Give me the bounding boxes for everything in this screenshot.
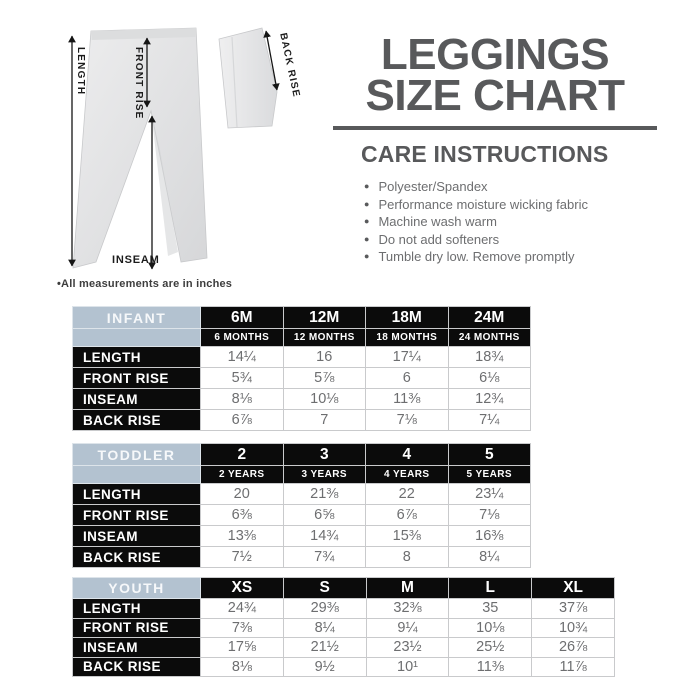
measure-value-cell: 37⅞ [532, 599, 615, 619]
measure-value-cell: 20 [201, 484, 284, 505]
measure-label-cell: BACK RISE [73, 547, 201, 568]
care-item [364, 250, 588, 263]
bullet-icon: ● [364, 233, 370, 244]
measure-value-cell: 6⅞ [366, 505, 449, 526]
measure-value-cell: 7 [283, 410, 366, 431]
measure-value-cell: 11⅜ [449, 657, 532, 677]
measure-value-cell: 8⅛ [201, 657, 284, 677]
measure-value-cell: 22 [366, 484, 449, 505]
measure-value-cell: 17⅝ [201, 638, 284, 658]
measure-value-cell: 32⅜ [366, 599, 449, 619]
measure-value-cell: 7½ [201, 547, 284, 568]
measure-value-cell: 14¾ [283, 526, 366, 547]
measure-value-cell: 13⅜ [201, 526, 284, 547]
measure-value-cell: 8⅛ [201, 389, 284, 410]
measure-value-cell: 9¼ [366, 618, 449, 638]
measure-value-cell: 10⅛ [449, 618, 532, 638]
size-header-cell: 24M [448, 307, 531, 329]
measure-value-cell: 23½ [366, 638, 449, 658]
measure-value-cell: 25½ [449, 638, 532, 658]
measure-value-cell: 16⅜ [448, 526, 531, 547]
measure-value-cell: 5¾ [201, 368, 284, 389]
measure-label-cell: BACK RISE [73, 410, 201, 431]
table-title-cell: YOUTH [73, 578, 201, 599]
measure-value-cell: 21⅜ [283, 484, 366, 505]
measure-value-cell: 8 [366, 547, 449, 568]
care-item [364, 180, 588, 193]
measure-label-cell: LENGTH [73, 484, 201, 505]
size-header-cell: 6M [201, 307, 284, 329]
care-instructions-heading: CARE INSTRUCTIONS [361, 141, 609, 167]
measure-value-cell: 10¾ [532, 618, 615, 638]
size-header-cell: S [283, 578, 366, 599]
size-table-infant [72, 306, 531, 431]
size-subheader-cell: 6 MONTHS [201, 329, 284, 347]
length-label: LENGTH [75, 47, 86, 96]
bullet-icon: ● [364, 198, 370, 209]
size-header-cell: 12M [283, 307, 366, 329]
table-title-cell: INFANT [73, 307, 201, 329]
title-divider [333, 126, 657, 130]
bullet-icon: ● [364, 216, 370, 226]
measurements-footnote: •All measurements are in inches [57, 278, 233, 290]
back-rise-label: BACK RISE [277, 32, 302, 99]
size-header-cell: 5 [448, 444, 531, 466]
measure-value-cell: 5⅞ [283, 368, 366, 389]
measure-value-cell: 7⅜ [201, 618, 284, 638]
size-table-youth [72, 577, 615, 677]
measure-label-cell: LENGTH [73, 599, 201, 619]
measure-label-cell: BACK RISE [73, 657, 201, 677]
measure-value-cell: 35 [449, 599, 532, 619]
page-title-line2: SIZE CHART [365, 71, 625, 120]
measure-value-cell: 21½ [283, 638, 366, 658]
measure-value-cell: 17¼ [366, 347, 449, 368]
measure-value-cell: 14¼ [201, 347, 284, 368]
care-list [364, 180, 588, 268]
measure-value-cell: 6⅞ [201, 410, 284, 431]
size-header-cell: L [449, 578, 532, 599]
size-chart-table [72, 577, 615, 677]
page-title [333, 30, 657, 120]
measure-label-cell: INSEAM [73, 638, 201, 658]
size-subheader-cell: 5 YEARS [448, 466, 531, 484]
size-subheader-cell: 24 MONTHS [448, 329, 531, 347]
size-table-toddler [72, 443, 531, 568]
measure-label-cell: FRONT RISE [73, 368, 201, 389]
size-header-cell: 2 [201, 444, 284, 466]
size-header-cell: 18M [366, 307, 449, 329]
size-subheader-cell: 18 MONTHS [366, 329, 449, 347]
care-item-text: Tumble dry low. Remove promptly [378, 249, 575, 264]
measure-value-cell: 7¾ [283, 547, 366, 568]
care-item-text: Performance moisture wicking fabric [378, 196, 588, 212]
care-item-text: Do not add softeners [378, 231, 500, 247]
measure-label-cell: LENGTH [73, 347, 201, 368]
bullet-icon: ● [364, 251, 370, 261]
size-header-cell: XS [201, 578, 284, 599]
measure-label-cell: FRONT RISE [73, 618, 201, 638]
measure-value-cell: 11⅜ [366, 389, 449, 410]
size-subheader-cell: 3 YEARS [283, 466, 366, 484]
table-title-spacer [73, 466, 201, 484]
measure-value-cell: 6⅛ [448, 368, 531, 389]
measure-value-cell: 10¹ [366, 657, 449, 677]
size-subheader-cell: 12 MONTHS [283, 329, 366, 347]
measure-value-cell: 10⅛ [283, 389, 366, 410]
table-title-cell: TODDLER [73, 444, 201, 466]
inseam-label: INSEAM [112, 254, 160, 266]
measure-value-cell: 6⅜ [201, 505, 284, 526]
care-item [364, 198, 588, 211]
measure-value-cell: 18¾ [448, 347, 531, 368]
measure-value-cell: 6⅝ [283, 505, 366, 526]
measure-value-cell: 6 [366, 368, 449, 389]
size-header-cell: 4 [366, 444, 449, 466]
measure-value-cell: 26⅞ [532, 638, 615, 658]
care-item [364, 233, 588, 246]
measure-label-cell: FRONT RISE [73, 505, 201, 526]
measure-value-cell: 29⅜ [283, 599, 366, 619]
measure-value-cell: 7⅛ [366, 410, 449, 431]
size-header-cell: XL [532, 578, 615, 599]
measure-value-cell: 9½ [283, 657, 366, 677]
measure-value-cell: 24¾ [201, 599, 284, 619]
measure-value-cell: 8¼ [283, 618, 366, 638]
size-subheader-cell: 2 YEARS [201, 466, 284, 484]
table-title-spacer [73, 329, 201, 347]
measure-value-cell: 12¾ [448, 389, 531, 410]
measure-label-cell: INSEAM [73, 389, 201, 410]
page-title-line1: LEGGINGS [380, 30, 610, 79]
measure-value-cell: 11⅞ [532, 657, 615, 677]
care-item-text: Polyester/Spandex [378, 179, 488, 194]
measure-value-cell: 23¼ [448, 484, 531, 505]
measure-value-cell: 15⅜ [366, 526, 449, 547]
measure-value-cell: 7⅛ [448, 505, 531, 526]
bullet-icon: ● [364, 181, 370, 191]
care-item [364, 215, 588, 228]
measure-label-cell: INSEAM [73, 526, 201, 547]
size-subheader-cell: 4 YEARS [366, 466, 449, 484]
size-chart-table [72, 443, 531, 568]
measure-value-cell: 7¼ [448, 410, 531, 431]
size-header-cell: 3 [283, 444, 366, 466]
measure-value-cell: 8¼ [448, 547, 531, 568]
size-chart-table [72, 306, 531, 431]
front-rise-label: FRONT RISE [133, 47, 144, 120]
measure-value-cell: 16 [283, 347, 366, 368]
care-item-text: Machine wash warm [378, 214, 497, 229]
size-header-cell: M [366, 578, 449, 599]
